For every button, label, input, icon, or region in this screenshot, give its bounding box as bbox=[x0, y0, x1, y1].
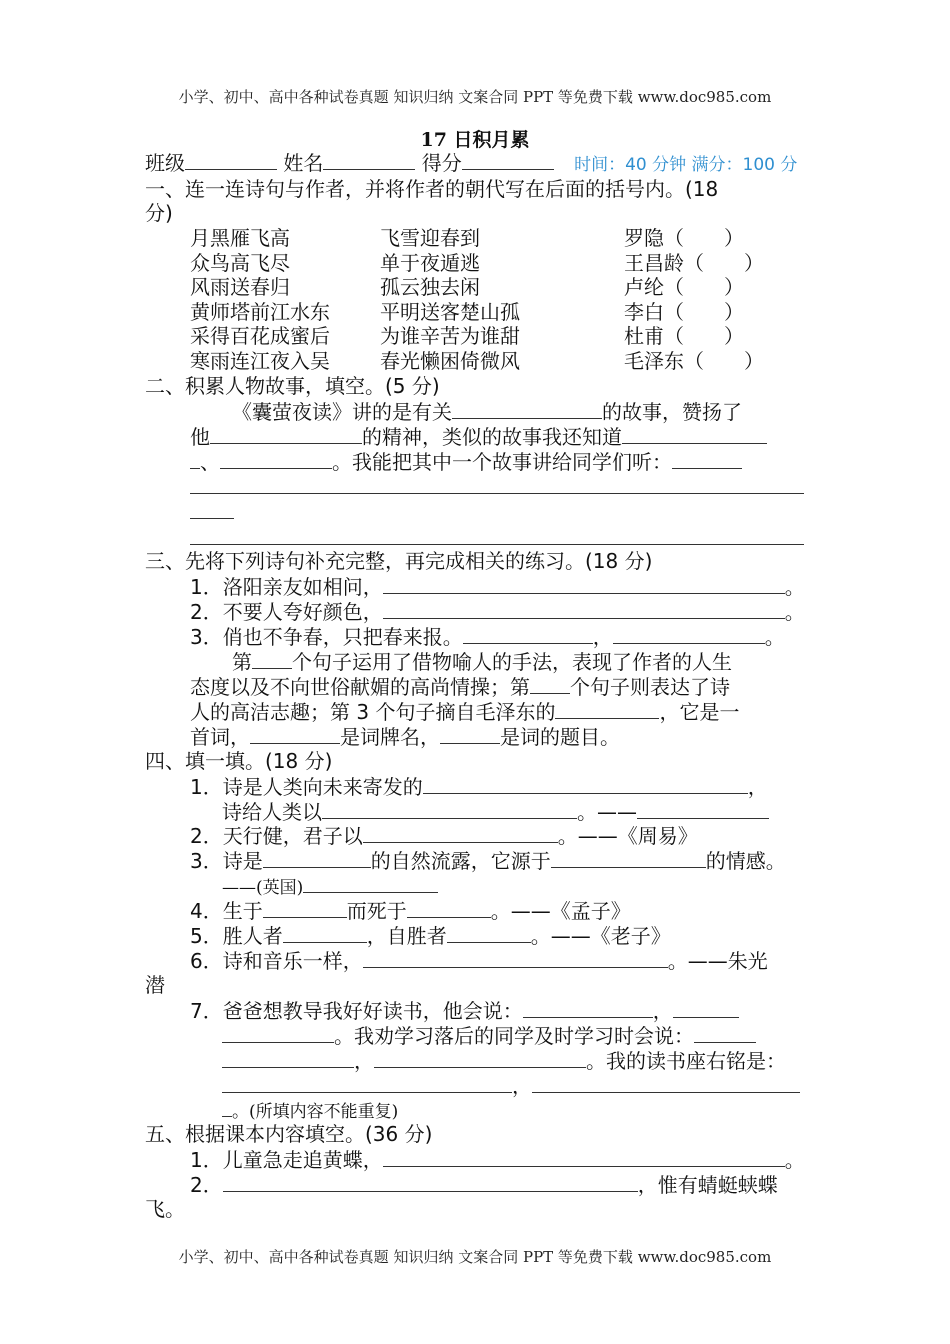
score-label: 得分 bbox=[421, 151, 462, 175]
s1-author-5[interactable]: 杜甫（ ） bbox=[624, 324, 744, 348]
s4-blank-17[interactable] bbox=[222, 1048, 354, 1068]
s4-blank-18[interactable] bbox=[374, 1048, 586, 1068]
s4-blank-7[interactable] bbox=[303, 873, 438, 893]
s4-q3-cont: ——(英国) bbox=[222, 873, 438, 900]
name-blank[interactable] bbox=[323, 150, 415, 170]
s2-line2: 他 的精神，类似的故事我还知道 bbox=[190, 424, 767, 449]
s2-answer-line-3[interactable] bbox=[190, 544, 804, 545]
s1-left-5[interactable]: 采得百花成蜜后 bbox=[190, 324, 330, 348]
s4-q4: 4．生于 而死于 。——《孟子》 bbox=[190, 899, 631, 923]
section3-heading: 三、先将下列诗句补充完整，再完成相关的练习。(18 分) bbox=[145, 549, 653, 573]
section1-heading: 一、连一连诗句与作者，并将作者的朝代写在后面的括号内。(18 bbox=[145, 177, 719, 201]
s4-blank-20[interactable] bbox=[532, 1073, 800, 1093]
page-title: 17 日积月累 bbox=[420, 129, 530, 151]
s4-blank-8[interactable] bbox=[263, 898, 347, 918]
s4-q5: 5．胜人者 ，自胜者 。——《老子》 bbox=[190, 924, 671, 948]
s2-line3: 、 。我能把其中一个故事讲给同学们听： bbox=[190, 449, 742, 474]
s4-blank-9[interactable] bbox=[407, 898, 491, 918]
s4-q7: 7．爸爸想教导我好好读书，他会说： ， bbox=[190, 998, 739, 1023]
s1-mid-3[interactable]: 孤云独去闲 bbox=[380, 275, 480, 299]
s4-blank-16[interactable] bbox=[694, 1023, 756, 1043]
s1-left-3[interactable]: 风雨送春归 bbox=[190, 275, 290, 299]
time-score-info: 时间：40 分钟 满分：100 分 bbox=[574, 155, 798, 175]
s4-blank-4[interactable] bbox=[363, 823, 558, 843]
s1-author-1[interactable]: 罗隐（ ） bbox=[624, 226, 744, 250]
s1-mid-5[interactable]: 为谁辛苦为谁甜 bbox=[380, 324, 520, 348]
section5-heading: 五、根据课本内容填空。(36 分) bbox=[145, 1122, 433, 1146]
info-line bbox=[145, 150, 797, 177]
s1-author-3[interactable]: 卢纶（ ） bbox=[624, 275, 744, 299]
s3-blank-8[interactable] bbox=[250, 724, 340, 744]
s4-blank-14[interactable] bbox=[673, 998, 739, 1018]
s1-mid-1[interactable]: 飞雪迎春到 bbox=[380, 226, 480, 250]
s3-blank-3[interactable] bbox=[463, 624, 593, 644]
s4-blank-1[interactable] bbox=[423, 774, 748, 794]
s4-q7-line2: 。我劝学习落后的同学及时学习时会说： bbox=[222, 1023, 756, 1048]
s1-mid-2[interactable]: 单于夜遁逃 bbox=[380, 251, 480, 275]
class-blank[interactable] bbox=[185, 150, 277, 170]
s4-blank-15[interactable] bbox=[222, 1023, 334, 1043]
s1-left-1[interactable]: 月黑雁飞高 bbox=[190, 226, 290, 250]
s3-para-3: 人的高洁志趣；第 3 个句子摘自毛泽东的 ，它是一 bbox=[190, 700, 740, 724]
s3-blank-6[interactable] bbox=[530, 674, 570, 694]
s3-q3: 3．俏也不争春，只把春来报。 ， 。 bbox=[190, 625, 785, 649]
s5-q2-cont: 飞。 bbox=[145, 1197, 185, 1221]
s3-para-1: 第 个句子运用了借物喻人的手法，表现了作者的人生 bbox=[232, 650, 732, 674]
s4-blank-3[interactable] bbox=[637, 799, 769, 819]
page-header: 小学、初中、高中各种试卷真题 知识归纳 文案合同 PPT 等免费下载 www.doc985.com bbox=[178, 88, 772, 106]
s3-blank-1[interactable] bbox=[383, 574, 785, 594]
s3-blank-2[interactable] bbox=[383, 599, 785, 619]
s4-q7-line4: ， bbox=[222, 1073, 800, 1098]
s1-left-6[interactable]: 寒雨连江夜入吴 bbox=[190, 349, 330, 373]
s4-blank-2[interactable] bbox=[322, 799, 577, 819]
s4-blank-19[interactable] bbox=[222, 1073, 512, 1093]
s4-blank-6[interactable] bbox=[551, 848, 706, 868]
s3-blank-5[interactable] bbox=[252, 649, 292, 669]
s4-q1-cont: 诗给人类以 。—— bbox=[222, 799, 769, 824]
s4-q7-line5: 。(所填内容不能重复) bbox=[222, 1097, 398, 1124]
s5-q2: 2． ，惟有蜻蜓蛱蝶 bbox=[190, 1173, 778, 1197]
s4-q6-cont: 潜 bbox=[145, 973, 165, 997]
s2-blank-2[interactable] bbox=[210, 424, 362, 444]
s2-blank-3[interactable] bbox=[622, 424, 767, 444]
s1-author-2[interactable]: 王昌龄（ ） bbox=[624, 251, 764, 275]
s4-blank-13[interactable] bbox=[523, 998, 653, 1018]
s3-para-2: 态度以及不向世俗献媚的高尚情操；第 个句子则表达了诗 bbox=[190, 675, 730, 699]
s2-blank-1[interactable] bbox=[452, 399, 602, 419]
s5-blank-2[interactable] bbox=[223, 1172, 638, 1192]
s4-q2: 2．天行健，君子以 。——《周易》 bbox=[190, 824, 698, 848]
s3-q1: 1．洛阳亲友如相问， 。 bbox=[190, 575, 805, 599]
s2-answer-line-1[interactable] bbox=[190, 493, 804, 494]
s4-q3: 3．诗是 的自然流露，它源于 的情感。 bbox=[190, 849, 786, 873]
s2-blank-5[interactable] bbox=[672, 449, 742, 469]
s4-blank-5[interactable] bbox=[263, 848, 371, 868]
s1-left-2[interactable]: 众鸟高飞尽 bbox=[190, 251, 290, 275]
s1-author-4[interactable]: 李白（ ） bbox=[624, 300, 744, 324]
s4-q1: 1．诗是人类向未来寄发的 ， bbox=[190, 775, 768, 799]
page-footer: 小学、初中、高中各种试卷真题 知识归纳 文案合同 PPT 等免费下载 www.doc985.com bbox=[178, 1248, 772, 1266]
s4-blank-12[interactable] bbox=[363, 948, 668, 968]
s1-mid-6[interactable]: 春光懒困倚微风 bbox=[380, 349, 520, 373]
s1-mid-4[interactable]: 平明送客楚山孤 bbox=[380, 300, 520, 324]
s3-blank-7[interactable] bbox=[555, 699, 659, 719]
s4-blank-11[interactable] bbox=[447, 923, 531, 943]
section2-heading: 二、积累人物故事，填空。(5 分) bbox=[145, 374, 440, 398]
class-label: 班级 bbox=[145, 151, 185, 175]
s3-para-4: 首词， 是词牌名， 是词的题目。 bbox=[190, 725, 620, 749]
section1-heading-cont: 分) bbox=[145, 201, 173, 225]
s4-q6: 6．诗和音乐一样， 。——朱光 bbox=[190, 949, 768, 973]
s5-blank-1[interactable] bbox=[383, 1147, 785, 1167]
section4-heading: 四、填一填。(18 分) bbox=[145, 749, 333, 773]
name-label: 姓名 bbox=[283, 151, 324, 175]
s3-blank-4[interactable] bbox=[613, 624, 765, 644]
s3-q2: 2．不要人夸好颜色， 。 bbox=[190, 600, 805, 624]
s1-left-4[interactable]: 黄师塔前江水东 bbox=[190, 300, 330, 324]
s2-answer-line-2[interactable] bbox=[190, 518, 234, 519]
s5-q1: 1．儿童急走追黄蝶， 。 bbox=[190, 1148, 805, 1172]
s2-line1: 《囊萤夜读》讲的是有关 的故事，赞扬了 bbox=[232, 400, 742, 424]
score-blank[interactable] bbox=[462, 150, 554, 170]
s1-author-6[interactable]: 毛泽东（ ） bbox=[624, 349, 764, 373]
s4-blank-10[interactable] bbox=[283, 923, 367, 943]
s2-blank-4[interactable] bbox=[220, 449, 332, 469]
s4-q7-line3: ， 。我的读书座右铭是： bbox=[222, 1048, 786, 1073]
s3-blank-9[interactable] bbox=[440, 724, 500, 744]
